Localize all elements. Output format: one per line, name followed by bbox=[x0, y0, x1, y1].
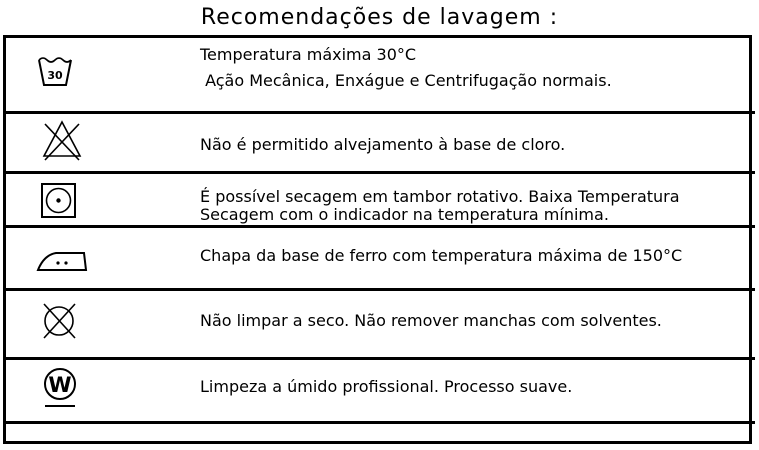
row-divider bbox=[3, 225, 755, 228]
wash-instruction-line-1: Temperatura máxima 30°C bbox=[200, 45, 417, 64]
row-divider bbox=[3, 171, 755, 174]
row-divider bbox=[3, 421, 755, 424]
dry-instruction-line-2: Secagem com o indicador na temperatura mínima. bbox=[200, 205, 609, 224]
row-divider bbox=[3, 357, 755, 360]
row-divider bbox=[3, 111, 755, 114]
dry-clean-instruction: Não limpar a seco. Não remover manchas com solventes. bbox=[200, 311, 662, 330]
row-divider bbox=[3, 288, 755, 291]
tumble-dry-low-icon bbox=[40, 182, 78, 220]
wash-instruction-line-2: Ação Mecânica, Enxágue e Centrifugação normais. bbox=[200, 71, 612, 90]
wash-temperature-label: 30 bbox=[47, 69, 63, 82]
wet-clean-instruction: Limpeza a úmido profissional. Processo suave. bbox=[200, 377, 573, 396]
wet-clean-gentle-icon bbox=[40, 364, 80, 410]
wet-clean-letter: W bbox=[48, 373, 72, 397]
do-not-bleach-icon bbox=[39, 118, 85, 162]
wash-tub-30-icon bbox=[36, 52, 76, 92]
iron-two-dots-icon bbox=[34, 244, 90, 274]
do-not-dry-clean-icon bbox=[40, 300, 80, 342]
bleach-instruction: Não é permitido alvejamento à base de cloro. bbox=[200, 135, 566, 154]
iron-instruction: Chapa da base de ferro com temperatura máxima de 150°C bbox=[200, 246, 683, 265]
page-title: Recomendações de lavagem : bbox=[200, 5, 559, 30]
dry-instruction-line-1: É possível secagem em tambor rotativo. Baixa Temperatura bbox=[200, 187, 680, 206]
